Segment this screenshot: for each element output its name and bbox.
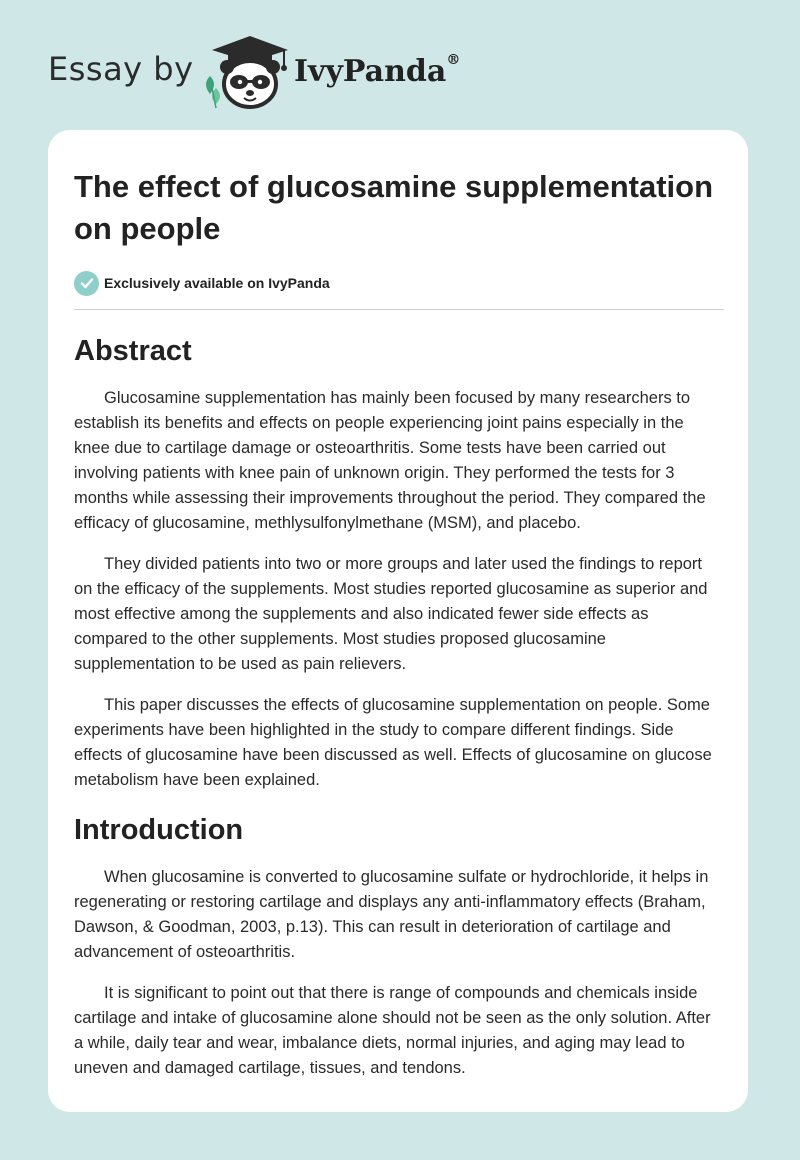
section-heading-abstract: Abstract: [74, 335, 192, 367]
site-header: [48, 30, 508, 120]
check-circle-icon: [74, 271, 99, 296]
brand-name[interactable]: [294, 54, 460, 89]
introduction-paragraph: When glucosamine is converted to glucosamine sulfate or hydrochloride, it helps in regenerating or restoring cartilage and displays any anti-inflammatory effects (Braham, Dawson, & Goodman, 2003, p.13). This can result in deterioration of cartilage and advancement of osteoarthritis.: [74, 868, 709, 961]
abstract-paragraph: Glucosamine supplementation has mainly been focused by many researchers to establish its benefits and effects on people experiencing joint pains especially in the knee due to cartilage damage or osteoarthritis. Some tests have been carried out involving patients with knee pain of unknown origin. They performed the tests for 3 months while assessing their improvements throughout the period. They compared the efficacy of glucosamine, methlysulfonylmethane (MSM), and placebo.: [74, 389, 706, 532]
page-title: The effect of glucosamine supplementation on people: [74, 169, 714, 246]
exclusive-badge: [74, 270, 722, 296]
abstract-paragraph: They divided patients into two or more groups and later used the findings to report on the efficacy of the supplements. Most studies reported glucosamine as superior and most effective among the supplements and also indicated fewer side effects as compared to the other supplements. Most studies proposed glucosamine supplementation to be used as pain relievers.: [74, 555, 708, 673]
exclusive-badge-label: Exclusively available on IvyPanda: [104, 275, 330, 291]
introduction-paragraph: It is significant to point out that there is range of compounds and chemicals inside cartilage and intake of glucosamine alone should not be seen as the only solution. After a while, daily tear and wear, imbalance diets, normal injuries, and aging may lead to uneven and damaged cartilage, tissues, and tendons.: [74, 984, 711, 1077]
registered-mark: ®: [446, 52, 461, 68]
panda-logo-icon[interactable]: [198, 32, 298, 112]
abstract-paragraph: This paper discusses the effects of glucosamine supplementation on people. Some experiments have been highlighted in the study to compare different findings. Side effects of glucosamine have been discussed as well. Effects of glucosamine on glucose metabolism have been explained.: [74, 696, 712, 789]
essay-by-label: Essay by: [48, 50, 194, 88]
essay-content: [74, 166, 722, 1081]
title-divider: [74, 309, 724, 310]
brand-name-text: IvyPanda: [294, 54, 447, 89]
section-heading-introduction: Introduction: [74, 814, 244, 846]
essay-card: [48, 130, 748, 1112]
